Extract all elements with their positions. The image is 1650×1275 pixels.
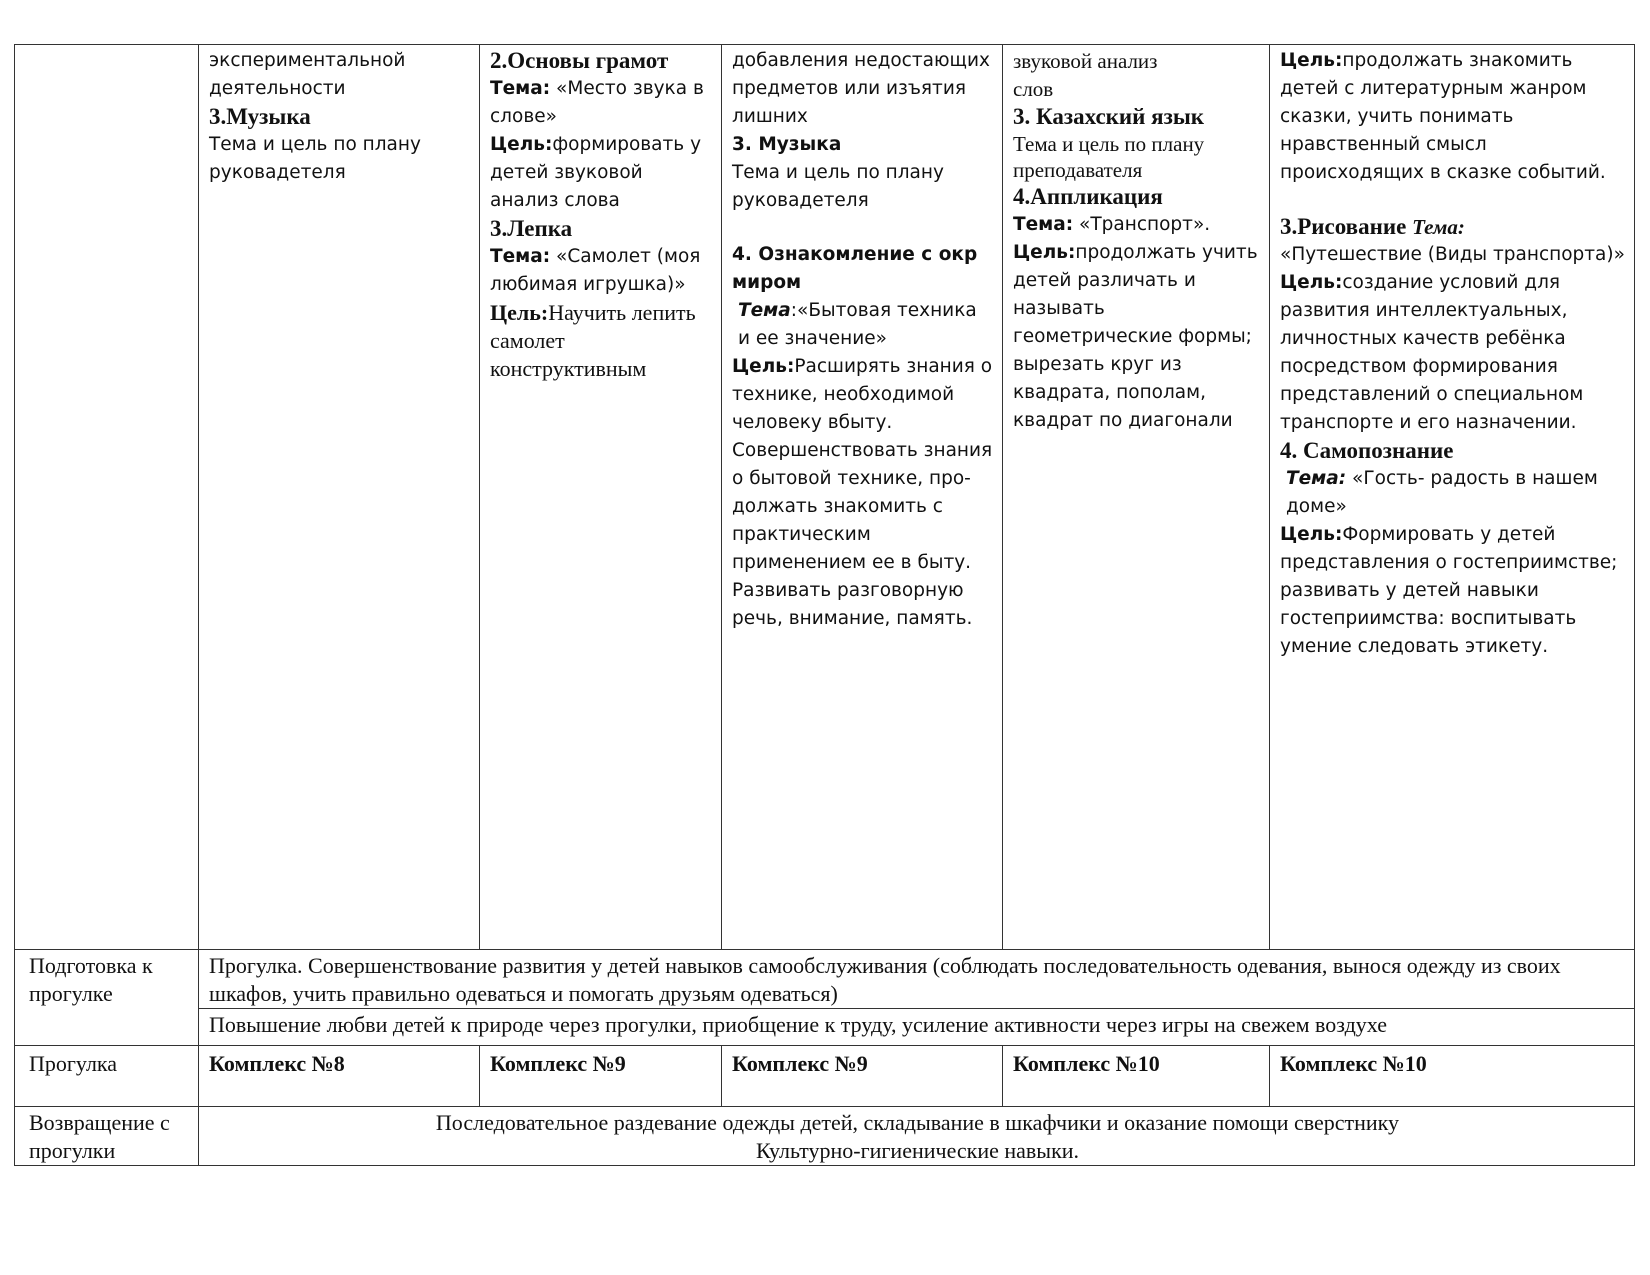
day3-cell (722, 45, 1003, 950)
walk-complex-5: Комплекс №10 (1270, 1046, 1635, 1107)
day3-okr-heading: 4. Ознакомление с окр миром (732, 244, 978, 293)
return-text-2: Культурно-гигиенические навыки. (755, 1138, 1080, 1163)
day1-cell (199, 45, 480, 950)
cel-label: Цель: (1280, 50, 1343, 71)
day3-continuation: добавления недостающих предметов или изъятия лишних (732, 50, 990, 127)
tema-text: «Место звука в слове» (490, 78, 704, 127)
tema-text: «Гость- радость в нашем доме» (1286, 468, 1598, 517)
return-label: Возвращение с прогулки (15, 1107, 199, 1166)
prep-row (15, 950, 1635, 1009)
day4-app-heading: 4.Аппликация (1013, 184, 1163, 209)
prep-label: Подготовка к прогулке (15, 950, 199, 1046)
return-row (15, 1107, 1635, 1166)
day2-gramota-heading: 2.Основы грамот (490, 48, 669, 73)
day4-app-cel (1013, 239, 1261, 435)
tema-text: «Самолет (моя любимая игрушка)» (490, 246, 701, 295)
empty-label-cell (15, 45, 199, 950)
day4-kaz-text: Тема и цель по плану преподавателя (1013, 132, 1205, 182)
cel-text: продолжать знакомить детей с литературным жанром сказки, учить понимать нравственный смысл происходящих в сказке событий. (1280, 50, 1606, 183)
day3-okr-cel (732, 353, 994, 633)
day4-line1: звуковой анализ (1013, 49, 1158, 73)
prep-text-1: Прогулка. Совершенствование развития у детей навыков самообслуживания (соблюдать последовательность одевания, вынося одежду из своих шкафов, учить правильно одеваться и помогать друзьям одеваться) (199, 950, 1635, 1009)
day4-continuation (1013, 47, 1261, 103)
day5-sam-tema (1280, 465, 1626, 521)
day1-music-heading: 3.Музыка (209, 104, 311, 129)
spacer (732, 215, 994, 241)
day5-sam-cel (1280, 521, 1626, 661)
return-text (199, 1107, 1635, 1166)
day3-music-heading: 3. Музыка (732, 134, 842, 155)
day2-cell (480, 45, 722, 950)
day1-line1: экспериментальной (209, 50, 406, 71)
walk-complex-4: Комплекс №10 (1003, 1046, 1270, 1107)
day4-line2: слов (1013, 77, 1054, 101)
cel-label: Цель: (1280, 524, 1343, 545)
day4-app-tema (1013, 211, 1261, 239)
tema-label: Тема (738, 300, 791, 321)
walk-complex-1: Комплекс №8 (199, 1046, 480, 1107)
plan-table (14, 44, 1635, 1166)
tema-label: Тема: (490, 246, 551, 267)
cel-label: Цель: (1280, 272, 1343, 293)
prep-text-2: Повышение любви детей к природе через прогулки, приобщение к труду, усиление активности через игры на свежем воздухе (199, 1009, 1635, 1046)
day2-lepka-tema (490, 243, 713, 299)
activities-row (15, 45, 1635, 950)
day2-gramota-cel (490, 131, 713, 215)
day5-cell (1270, 45, 1635, 950)
walk-complex-2: Комплекс №9 (480, 1046, 722, 1107)
day5-ris-heading (1280, 213, 1626, 241)
ris-tema-label: Тема: (1412, 215, 1465, 239)
cel-text: Расширять знания о технике, необходимой человеку вбыту. Совершенствовать знания о бытовой технике, про-должать знакомить с практическим применением ее в быту. Развивать разговорную речь, внимание, память. (732, 356, 993, 629)
cel-label: Цель: (1013, 242, 1076, 263)
day4-kaz-heading: 3. Казахский язык (1013, 104, 1205, 129)
walk-complex-3: Комплекс №9 (722, 1046, 1003, 1107)
day5-reading-cel (1280, 47, 1626, 187)
ris-heading: 3.Рисование (1280, 214, 1413, 239)
cel-text: формировать у детей звуковой анализ слова (490, 134, 702, 211)
walk-row (15, 1046, 1635, 1107)
day3-okr-tema (732, 297, 994, 353)
tema-label: Тема: (1286, 468, 1347, 489)
walk-label: Прогулка (15, 1046, 199, 1107)
tema-label: Тема: (490, 78, 551, 99)
tema-label: Тема: (1013, 214, 1074, 235)
tema-text: :«Бытовая техника и ее значение» (738, 300, 977, 349)
day5-sam-heading: 4. Самопознание (1280, 438, 1454, 463)
day3-music-text: Тема и цель по плану руковадетеля (732, 162, 944, 211)
day2-lepka-heading: 3.Лепка (490, 216, 573, 241)
day5-ris-cel (1280, 269, 1626, 437)
day4-cell (1003, 45, 1270, 950)
plan-page (14, 44, 1634, 1166)
day1-line2: деятельности (209, 78, 346, 99)
cel-text: Формировать у детей представления о гостеприимстве; развивать у детей навыки гостеприимства: воспитывать умение следовать этикету. (1280, 524, 1618, 657)
return-text-1: Последовательное раздевание одежды детей, складывание в шкафчики и оказание помощи сверстнику (435, 1110, 1400, 1135)
cel-text: создание условий для развития интеллектуальных, личностных качеств ребёнка посредством формирования представлений о специальном транспорте и его назначении. (1280, 272, 1584, 433)
cel-text: Научить лепить самолет конструктивным (490, 300, 696, 381)
day1-music-text: Тема и цель по плану руковадетеля (209, 134, 421, 183)
day1-continuation (209, 47, 471, 103)
tema-text: «Транспорт». (1073, 214, 1211, 235)
day5-ris-tema: «Путешествие (Виды транспорта)» (1280, 244, 1625, 265)
day2-gramota-tema (490, 75, 713, 131)
cel-label: Цель: (490, 134, 553, 155)
cel-label: Цель: (490, 300, 549, 325)
prep-row-2 (15, 1009, 1635, 1046)
spacer (1280, 187, 1626, 213)
cel-label: Цель: (732, 356, 795, 377)
day2-lepka-cel (490, 299, 713, 383)
cel-text: продолжать учить детей различать и называть геометрические формы; вырезать круг из квадрата, пополам, квадрат по диагонали (1013, 242, 1258, 431)
